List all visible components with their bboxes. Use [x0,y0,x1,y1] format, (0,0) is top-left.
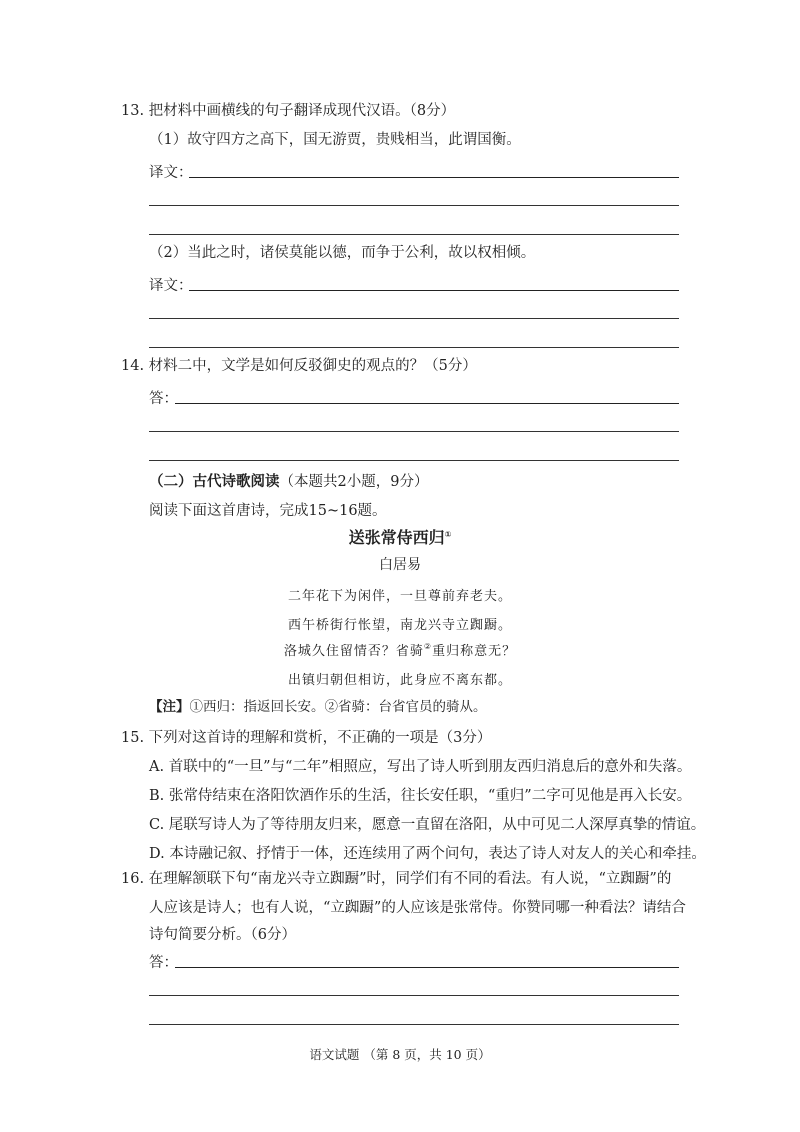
q13-answer-line-2a [189,290,679,291]
q14-answer-label: 答： [149,391,178,407]
poem-note-label: 【注】 [149,699,190,715]
q16-stem-line-3: 诗句简要分析。（6分） [149,927,296,943]
q16-stem-line-1: 16. 在理解颔联下句“南龙兴寺立踟蹰”时，同学们有不同的看法。有人说，“立踟蹰”的 [121,871,672,887]
q13-answer-line-1a [189,177,679,178]
q16-answer-label: 答： [149,955,178,971]
poem-line-3-part-a: 洛城久住留情否？省骑 [283,644,424,659]
poem-line-3 [0,642,800,659]
q16-answer-line-a [175,967,679,968]
poem-title: 送张常侍西归 [348,528,445,547]
poem-author: 白居易 [379,557,421,573]
q14-answer-line-a [175,403,679,404]
q13-answer-line-2c [149,347,679,348]
q16-answer-line-c [149,1024,679,1025]
q13-answer-label-2: 译文： [149,278,193,294]
q13-answer-line-1c [149,234,679,235]
q13-sentence-1: （1）故守四方之高下，国无游贾，贵贱相当，此谓国衡。 [149,132,521,148]
section2-info: （本题共2小题，9分） [279,474,429,490]
section2-heading: （二）古代诗歌阅读 [149,473,280,490]
poem-line-3-footnote-mark: ② [423,642,433,651]
q15-option-d: D. 本诗融记叙、抒情于一体，还连续用了两个问句，表达了诗人对友人的关心和牵挂。 [149,846,706,862]
poem-line-2: 西午桥街行怅望，南龙兴寺立踟蹰。 [287,618,512,633]
poem-line-3-part-b: 重归称意无？ [432,644,517,659]
q15-option-a: A. 首联中的“一旦”与“二年”相照应，写出了诗人听到朋友西归消息后的意外和失落。 [149,759,692,775]
q13-answer-line-1b [149,205,679,206]
section2-intro: 阅读下面这首唐诗，完成15~16题。 [149,503,387,519]
q14-answer-line-c [149,460,679,461]
poem-note-text: ①西归：指返回长安。②省骑：台省官员的骑从。 [189,699,487,715]
q13-answer-line-2b [149,318,679,319]
poem-line-4: 出镇归朝但相访，此身应不离东都。 [287,673,512,688]
q13-sentence-2: （2）当此之时，诸侯莫能以德，而争于公利，故以权相倾。 [149,245,536,261]
q15-stem: 15. 下列对这首诗的理解和赏析，不正确的一项是（3分） [121,730,492,746]
q13-stem: 13. 把材料中画横线的句子翻译成现代汉语。（8分） [121,103,456,119]
q14-answer-line-b [149,431,679,432]
poem-title-row [0,530,800,546]
poem-line-1: 二年花下为闲伴，一旦尊前弃老夫。 [287,589,512,604]
page-footer: 语文试题 （第 8 页，共 10 页） [309,1047,491,1062]
poem-note [149,701,487,715]
q16-answer-line-b [149,995,679,996]
q16-stem-line-2: 人应该是诗人；也有人说，“立踟蹰”的人应该是张常侍。你赞同哪一种看法？请结合 [149,900,686,916]
q14-stem: 14. 材料二中，文学是如何反驳御史的观点的？（5分） [121,358,477,374]
q15-option-c: C. 尾联写诗人为了等待朋友归来，愿意一直留在洛阳，从中可见二人深厚真挚的情谊。 [149,817,706,833]
section2-heading-row [149,475,428,490]
q13-answer-label-1: 译文： [149,165,193,181]
q15-option-b: B. 张常侍结束在洛阳饮酒作乐的生活，往长安任职，“重归”二字可见他是再入长安。 [149,788,692,804]
poem-title-footnote-mark: ① [444,530,452,539]
